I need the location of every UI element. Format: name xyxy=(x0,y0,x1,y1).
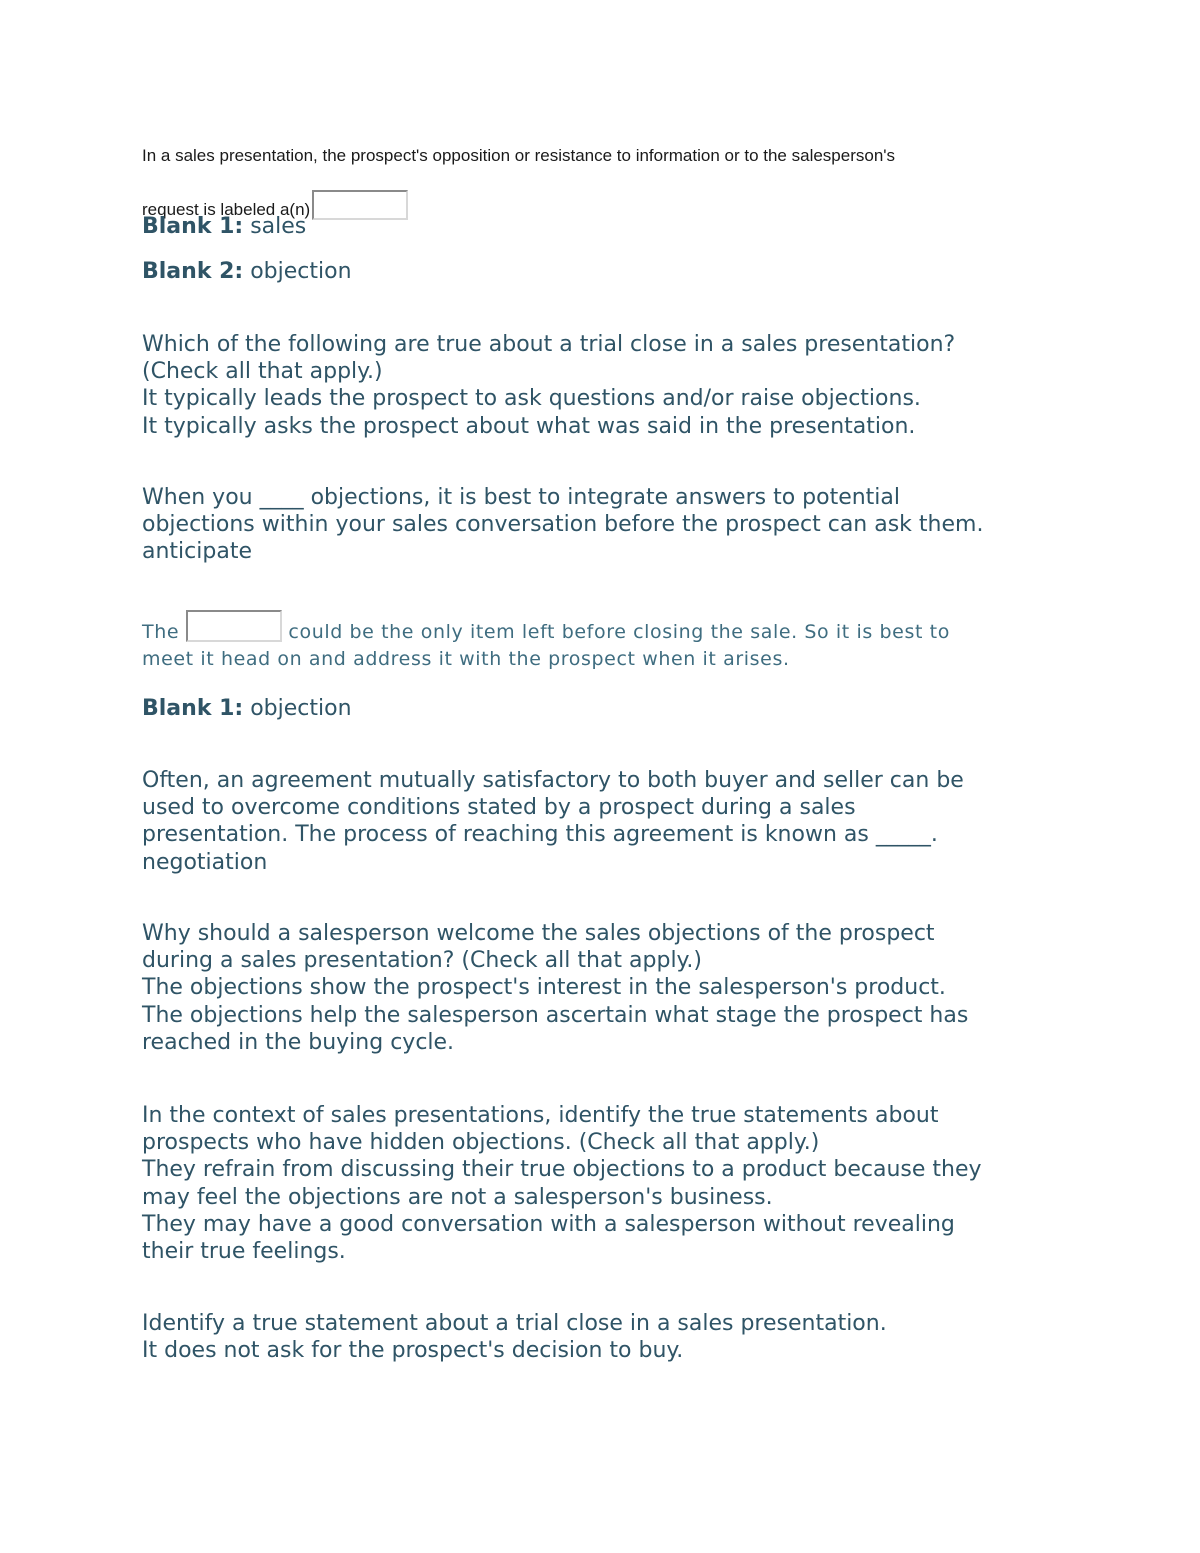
blank-label: Blank 1: xyxy=(142,696,244,721)
question-line: In the context of sales presentations, identify the true statements about xyxy=(142,1103,939,1128)
question-line: presentation. The process of reaching this agreement is known as _____. xyxy=(142,822,938,848)
question-line: Which of the following are true about a trial close in a sales presentation? xyxy=(142,332,956,357)
answer-line: may feel the objections are not a salesperson's business. xyxy=(142,1184,773,1210)
answer-line: It does not ask for the prospect's decision to buy. xyxy=(142,1338,684,1364)
answer-line: their true feelings. xyxy=(142,1239,346,1265)
question-6 xyxy=(142,920,1062,1056)
question-1-text: request is labeled a(n) xyxy=(142,200,311,219)
question-4-after: could be the only item left before closing the sale. So it is best to xyxy=(288,621,950,643)
answer-line: They refrain from discussing their true objections to a product because they xyxy=(142,1157,982,1183)
question-line: objections within your sales conversation before the prospect can ask them. xyxy=(142,512,984,538)
question-line: Often, an agreement mutually satisfactory to both buyer and seller can be xyxy=(142,768,964,793)
blank-value: objection xyxy=(250,696,352,721)
answer-line: It typically leads the prospect to ask questions and/or raise objections. xyxy=(142,386,921,412)
question-4 xyxy=(142,610,1062,673)
question-7 xyxy=(142,1102,1062,1265)
question-line: prospects who have hidden objections. (Check all that apply.) xyxy=(142,1130,820,1156)
blank-1-answer xyxy=(142,695,1062,722)
answer-line: They may have a good conversation with a salesperson without revealing xyxy=(142,1211,955,1237)
question-1-line-1: In a sales presentation, the prospect's opposition or resistance to information or to the salesperson's xyxy=(142,146,896,165)
answer-line: The objections help the salesperson ascertain what stage the prospect has xyxy=(142,1002,969,1028)
question-line: during a sales presentation? (Check all that apply.) xyxy=(142,948,703,974)
answer-line: negotiation xyxy=(142,849,268,875)
answer-line: reached in the buying cycle. xyxy=(142,1029,455,1055)
answer-line: anticipate xyxy=(142,539,252,565)
question-line xyxy=(142,610,1062,646)
question-5 xyxy=(142,767,1062,876)
blank-value: objection xyxy=(250,259,352,284)
question-2 xyxy=(142,331,1062,440)
question-3 xyxy=(142,484,1062,566)
blank-1-answer xyxy=(142,213,1062,240)
question-line: When you ____ objections, it is best to integrate answers to potential xyxy=(142,485,901,510)
answer-line: The objections show the prospect's interest in the salesperson's product. xyxy=(142,975,946,1001)
question-4-before: The xyxy=(142,621,180,643)
question-line: Identify a true statement about a trial close in a sales presentation. xyxy=(142,1311,887,1336)
question-line: Why should a salesperson welcome the sales objections of the prospect xyxy=(142,921,935,946)
blank-label: Blank 2: xyxy=(142,259,244,284)
blank-label: Blank 1: xyxy=(142,214,244,239)
question-line: (Check all that apply.) xyxy=(142,359,383,385)
question-line: meet it head on and address it with the prospect when it arises. xyxy=(142,648,790,670)
question-8 xyxy=(142,1310,1062,1364)
answer-line: It typically asks the prospect about what was said in the presentation. xyxy=(142,413,916,439)
blank-input-box[interactable] xyxy=(186,610,282,642)
blank-2-answer xyxy=(142,258,1062,285)
question-line: used to overcome conditions stated by a prospect during a sales xyxy=(142,795,856,821)
blank-value: sales xyxy=(250,214,307,239)
